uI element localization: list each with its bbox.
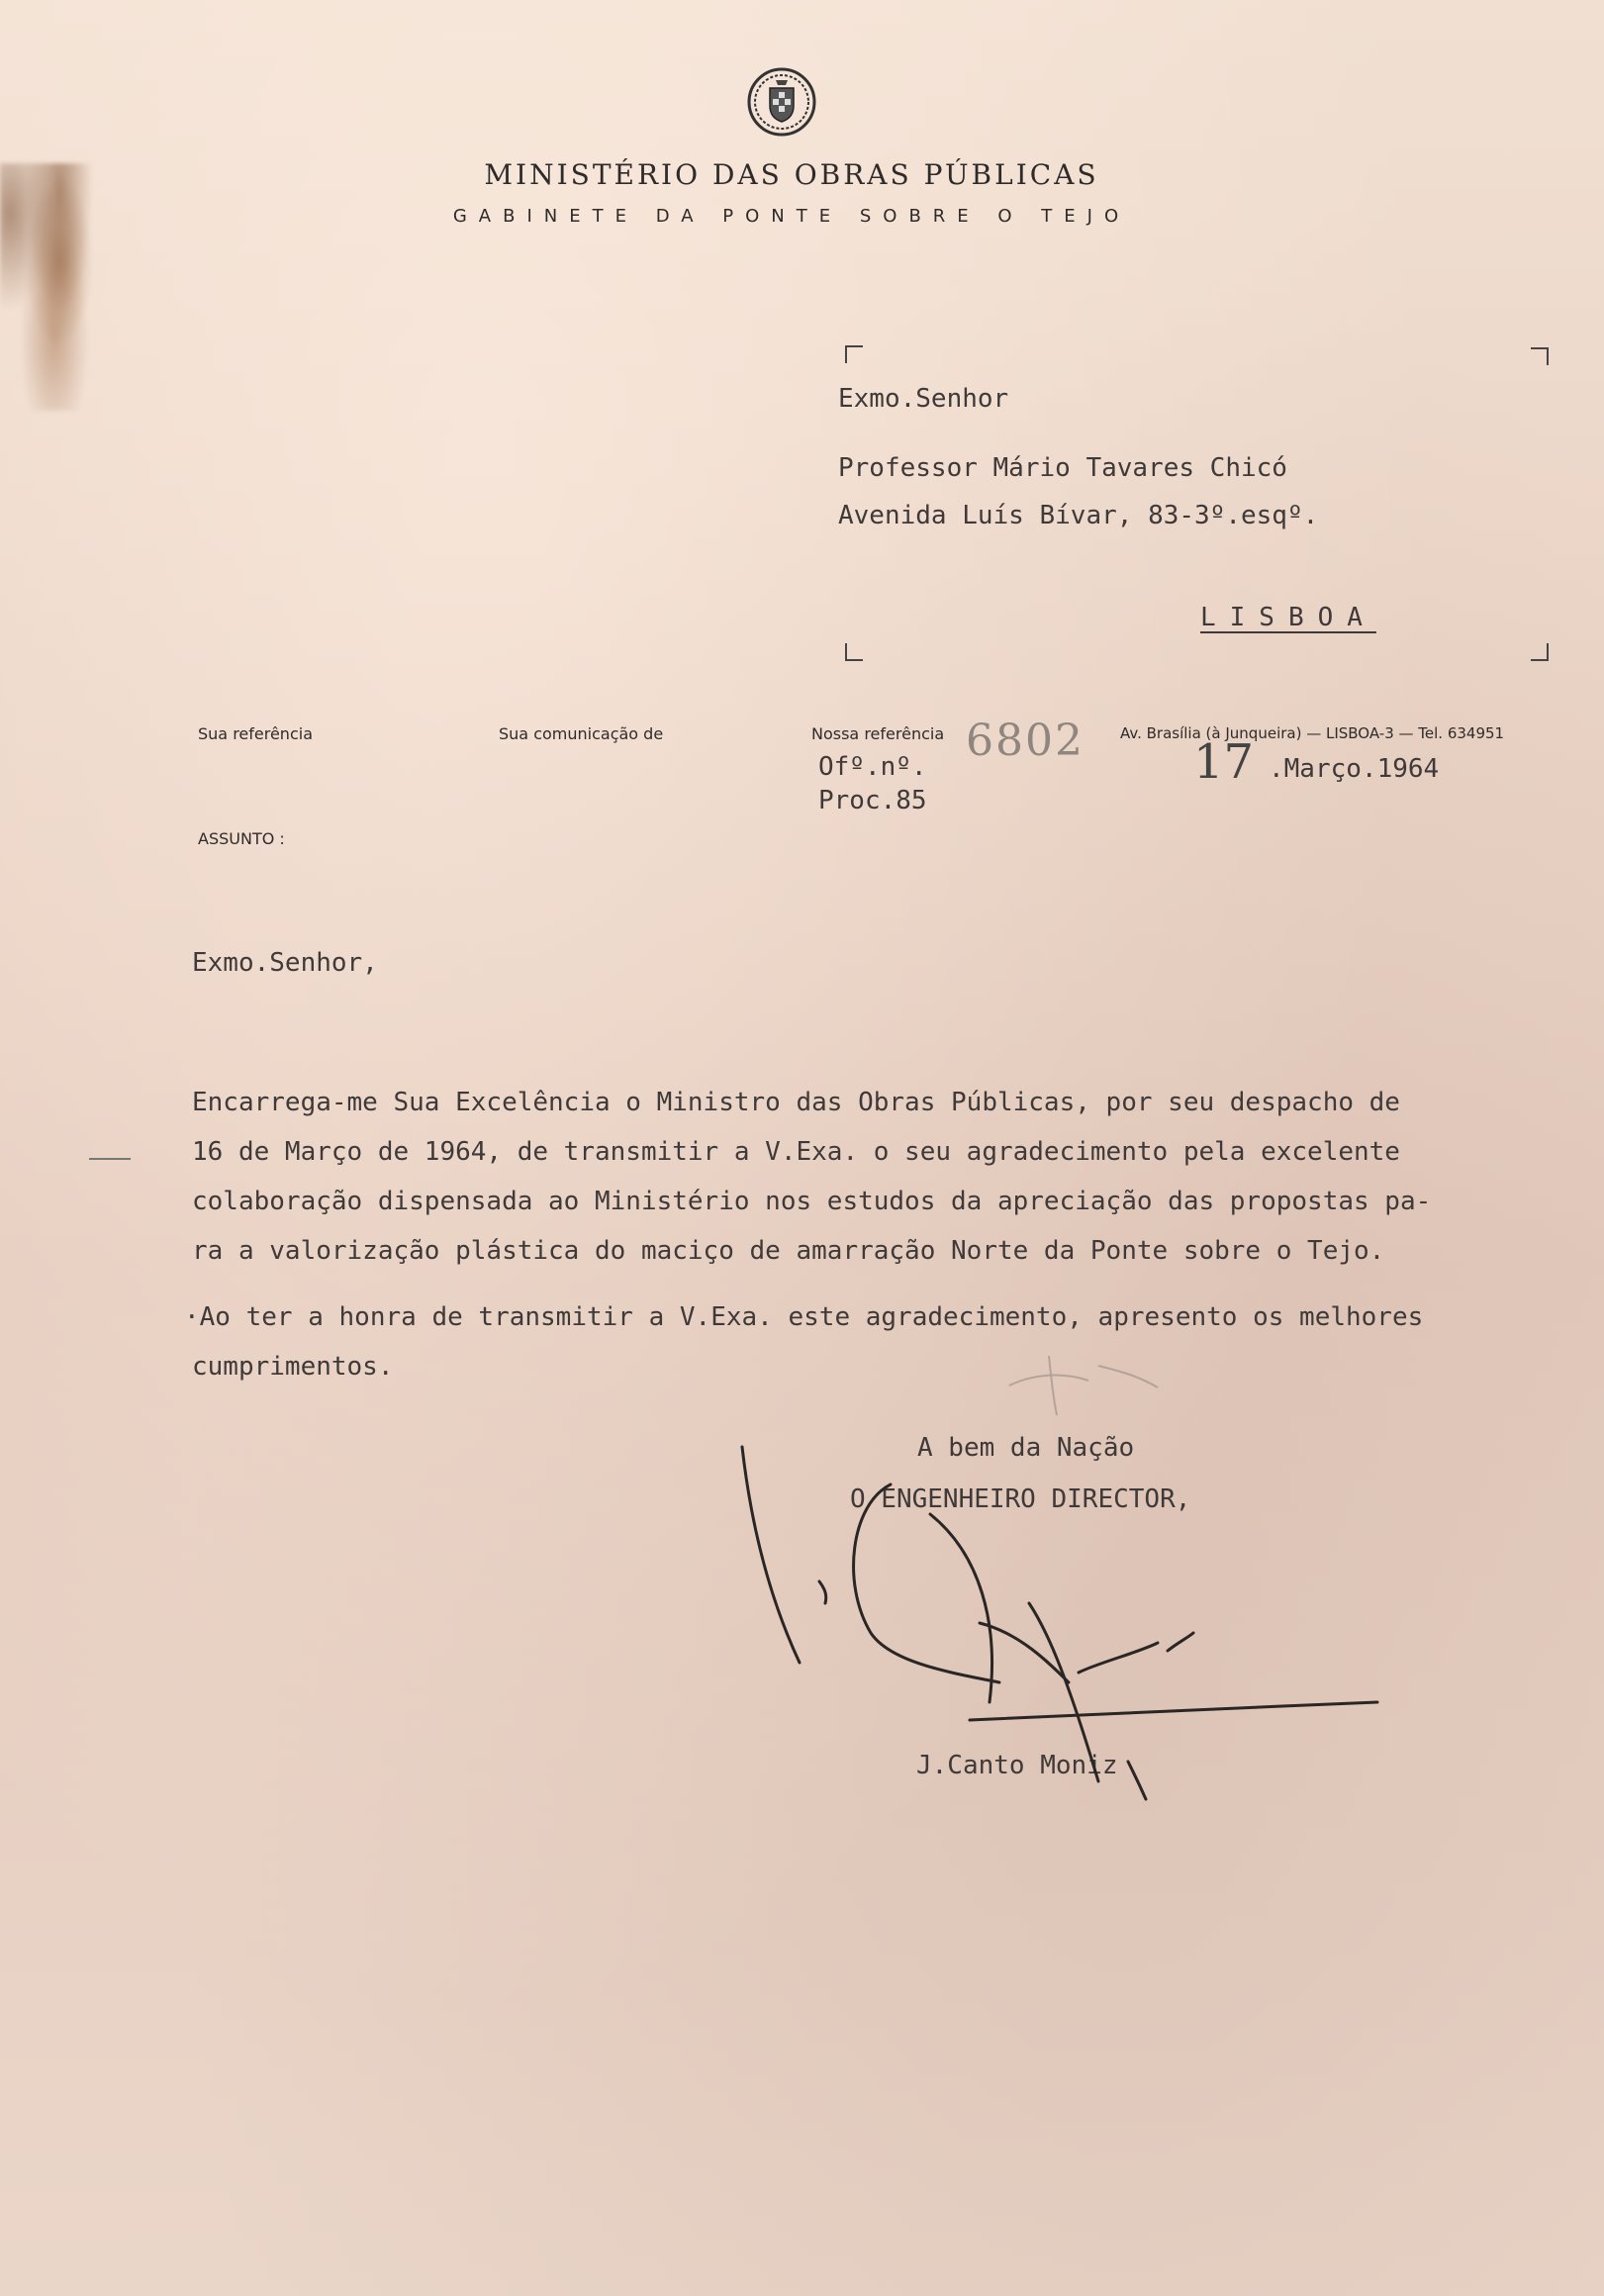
ministry-heading: MINISTÉRIO DAS OBRAS PÚBLICAS — [484, 158, 1099, 191]
cabinet-subheading: GABINETE DA PONTE SOBRE O TEJO — [452, 206, 1131, 227]
signatory-name: J.Canto Moniz — [916, 1751, 1118, 1780]
handwritten-day: 17 — [1193, 734, 1255, 790]
recipient-address: Avenida Luís Bívar, 83-3º.esqº. — [838, 501, 1319, 530]
closing-motto: A bem da Nação — [917, 1433, 1135, 1463]
recipient-city: LISBOA — [1200, 603, 1376, 632]
address-corner-top-left — [845, 345, 863, 363]
letter-date: .Março.1964 — [1269, 754, 1440, 784]
oficio-number: Ofº.nº. — [818, 752, 927, 782]
your-communication-label: Sua comunicação de — [499, 724, 664, 743]
your-reference-label: Sua referência — [198, 724, 313, 743]
office-address: Av. Brasília (à Junqueira) — LISBOA-3 — Tel. 634951 — [1120, 724, 1505, 742]
our-reference-label: Nossa referência — [811, 724, 945, 743]
paragraph-1-line: ra a valorização plástica do maciço de amarração Norte da Ponte sobre o Tejo. — [192, 1236, 1385, 1266]
address-corner-bottom-right — [1531, 643, 1549, 661]
body-salutation: Exmo.Senhor, — [192, 948, 378, 978]
address-corner-bottom-left — [845, 643, 863, 661]
paragraph-1-line: Encarrega-me Sua Excelência o Ministro das Obras Públicas, por seu despacho de — [192, 1088, 1400, 1117]
coat-of-arms-emblem — [746, 66, 817, 138]
paragraph-2 — [184, 1292, 1589, 1391]
paragraph-2-line: ·Ao ter a honra de transmitir a V.Exa. este agradecimento, apresento os melhores — [184, 1302, 1424, 1332]
paragraph-2-line: cumprimentos. — [192, 1352, 394, 1382]
paragraph-1 — [192, 1078, 1597, 1276]
reference-stamp-number: 6802 — [966, 716, 1085, 766]
process-number: Proc.85 — [818, 786, 927, 815]
margin-mark — [89, 1158, 131, 1160]
subject-label: ASSUNTO : — [198, 829, 285, 848]
address-corner-top-right — [1531, 347, 1549, 365]
recipient-name: Professor Mário Tavares Chicó — [838, 453, 1287, 483]
paragraph-1-line: colaboração dispensada ao Ministério nos estudos da apreciação das propostas pa- — [192, 1187, 1432, 1216]
recipient-salutation: Exmo.Senhor — [838, 384, 1009, 414]
paragraph-1-line: 16 de Março de 1964, de transmitir a V.Exa. o seu agradecimento pela excelente — [192, 1137, 1400, 1167]
rust-stain — [0, 163, 99, 411]
signatory-title: O ENGENHEIRO DIRECTOR, — [850, 1484, 1191, 1514]
